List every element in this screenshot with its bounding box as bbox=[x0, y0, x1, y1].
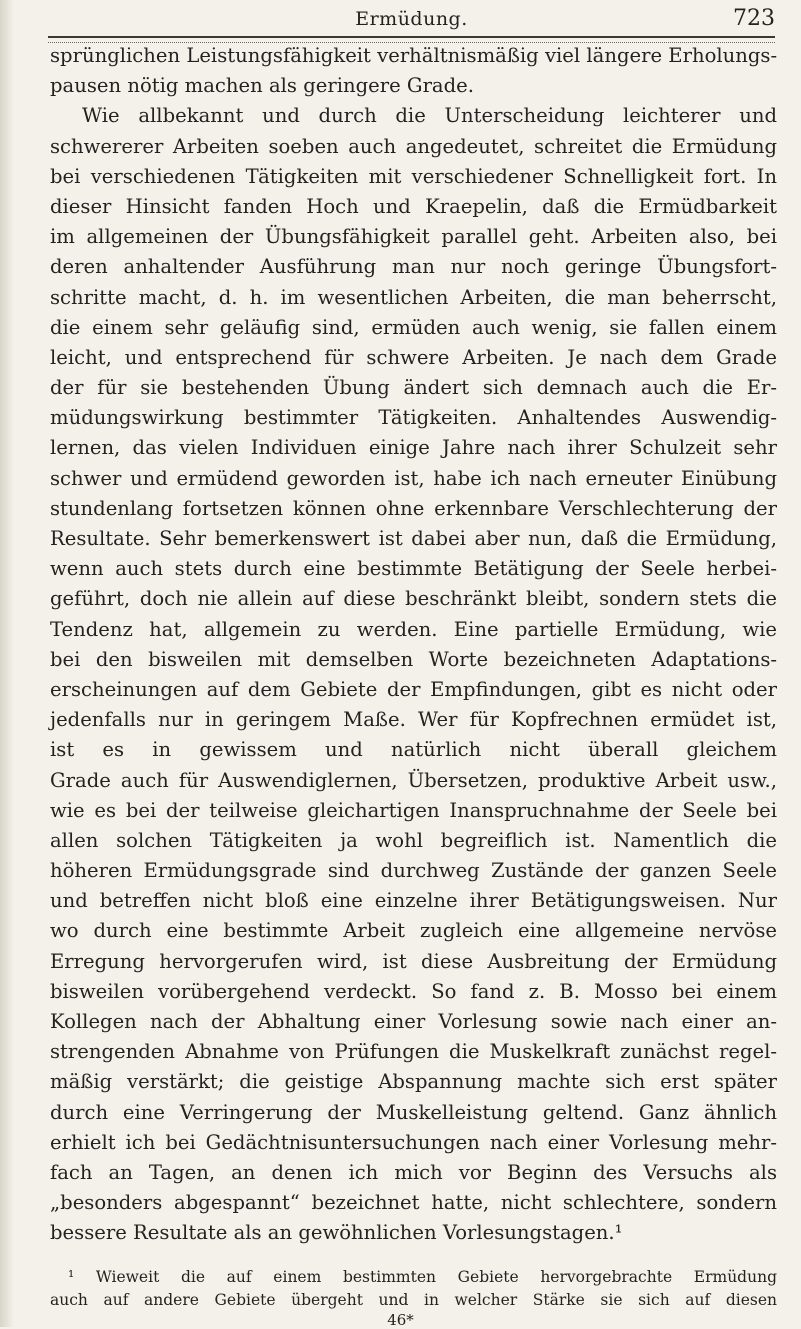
text-line: wo durch eine bestimmte Arbeit zugleich eine allgemeine nervöse bbox=[50, 919, 777, 943]
text-line: im allgemeinen der Übungsfähigkeit parallel geht. Arbeiten also, bei bbox=[50, 225, 777, 249]
text-line: erhielt ich bei Gedächtnisuntersuchungen nach einer Vorlesung mehr- bbox=[50, 1130, 777, 1154]
text-line: wenn auch stets durch eine bestimmte Betätigung der Seele herbei- bbox=[50, 557, 777, 581]
text-line: die einem sehr geläufig sind, ermüden auch wenig, sie fallen einem bbox=[50, 315, 777, 339]
text-line: strengenden Abnahme von Prüfungen die Muskelkraft zunächst regel- bbox=[50, 1040, 777, 1064]
text-line: bessere Resultate als an gewöhnlichen Vorlesungstagen.¹ bbox=[50, 1221, 623, 1245]
text-line: bisweilen vorübergehend verdeckt. So fand z. B. Mosso bei einem bbox=[50, 979, 777, 1003]
footnote-line: ¹ Wieweit die auf einem bestimmten Gebiete hervorgebrachte Ermüdung bbox=[68, 1268, 777, 1286]
text-line: stundenlang fortsetzen können ohne erkennbare Verschlechterung der bbox=[50, 496, 777, 520]
text-line: geführt, doch nie allein auf diese beschränkt bleibt, sondern stets die bbox=[50, 587, 777, 611]
text-line: und betreffen nicht bloß eine einzelne ihrer Betätigungsweisen. Nur bbox=[50, 889, 777, 913]
page-gutter-shadow bbox=[0, 0, 14, 1327]
text-line: deren anhaltender Ausführung man nur noch geringe Übungsfort- bbox=[50, 255, 777, 279]
text-line: bei den bisweilen mit demselben Worte bezeichneten Adaptations- bbox=[50, 647, 777, 671]
text-line: allen solchen Tätigkeiten ja wohl begreiflich ist. Namentlich die bbox=[50, 828, 777, 852]
text-line: wie es bei der teilweise gleichartigen Inanspruchnahme der Seele bei bbox=[50, 798, 777, 822]
running-head-title: Ermüdung. bbox=[355, 8, 468, 30]
text-line: lernen, das vielen Individuen einige Jahre nach ihrer Schulzeit sehr bbox=[50, 436, 777, 460]
text-line: schwererer Arbeiten soeben auch angedeutet, schreitet die Ermüdung bbox=[50, 134, 777, 158]
footnotes bbox=[50, 1266, 777, 1312]
text-line: jedenfalls nur in geringem Maße. Wer für Kopfrechnen ermüdet ist, bbox=[50, 708, 777, 732]
text-line: Erregung hervorgerufen wird, ist diese Ausbreitung der Ermüdung bbox=[50, 949, 777, 973]
text-line: Grade auch für Auswendiglernen, Übersetzen, produktive Arbeit usw., bbox=[50, 768, 777, 792]
text-line: schritte macht, d. h. im wesentlichen Arbeiten, die man beherrscht, bbox=[50, 285, 777, 309]
text-line: dieser Hinsicht fanden Hoch und Kraepelin, daß die Ermüdbarkeit bbox=[50, 194, 777, 218]
text-line: leicht, und entsprechend für schwere Arbeiten. Je nach dem Grade bbox=[50, 345, 777, 369]
body-text bbox=[50, 41, 777, 1249]
signature-mark: 46* bbox=[387, 1311, 414, 1329]
text-line: höheren Ermüdungsgrade sind durchweg Zustände der ganzen Seele bbox=[50, 859, 777, 883]
text-line: Kollegen nach der Abhaltung einer Vorlesung sowie nach einer an- bbox=[50, 1010, 777, 1033]
running-head bbox=[48, 6, 775, 36]
page-number: 723 bbox=[733, 6, 775, 31]
text-line: durch eine Verringerung der Muskelleistung geltend. Ganz ähnlich bbox=[50, 1100, 777, 1124]
text-line: mäßig verstärkt; die geistige Abspannung machte sich erst später bbox=[50, 1070, 777, 1094]
text-line: Wie allbekannt und durch die Unterscheidung leichterer und bbox=[82, 104, 777, 128]
text-line: müdungswirkung bestimmter Tätigkeiten. Anhaltendes Auswendig- bbox=[50, 406, 777, 430]
text-line: sprünglichen Leistungsfähigkeit verhältnismäßig viel längere Erholungs- bbox=[50, 44, 778, 67]
text-line: bei verschiedenen Tätigkeiten mit verschiedener Schnelligkeit fort. In bbox=[50, 164, 777, 188]
text-line: schwer und ermüdend geworden ist, habe ich nach erneuter Einübung bbox=[50, 466, 777, 490]
text-line: Resultate. Sehr bemerkenswert ist dabei aber nun, daß die Ermüdung, bbox=[50, 527, 777, 550]
text-line: der für sie bestehenden Übung ändert sich demnach auch die Er- bbox=[50, 376, 777, 400]
text-line: ist es in gewissem und natürlich nicht überall gleichem bbox=[50, 738, 777, 762]
text-line: fach an Tagen, an denen ich mich vor Beginn des Versuchs als bbox=[50, 1160, 777, 1184]
footnote-line: auch auf andere Gebiete übergeht und in welcher Stärke sie sich auf diesen bbox=[50, 1291, 777, 1309]
text-line: pausen nötig machen als geringere Grade. bbox=[50, 74, 474, 98]
text-line: „besonders abgespannt“ bezeichnet hatte, nicht schlechtere, sondern bbox=[50, 1191, 777, 1215]
text-line: Tendenz hat, allgemein zu werden. Eine partielle Ermüdung, wie bbox=[50, 617, 777, 641]
text-line: erscheinungen auf dem Gebiete der Empfindungen, gibt es nicht oder bbox=[50, 677, 777, 701]
